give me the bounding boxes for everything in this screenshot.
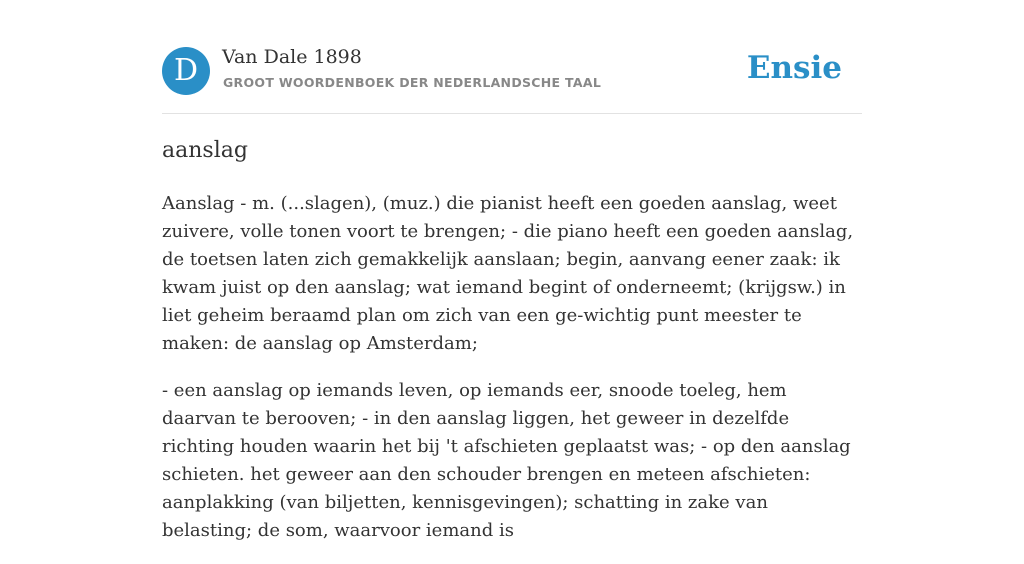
brand-logo[interactable]: Ensie <box>746 50 842 86</box>
source-avatar[interactable]: D <box>162 47 210 95</box>
source-subtitle: GROOT WOORDENBOEK DER NEDERLANDSCHE TAAL <box>223 75 602 90</box>
definition-body <box>162 190 862 564</box>
source-title[interactable]: Van Dale 1898 <box>222 46 362 68</box>
definition-paragraph: Aanslag - m. (...slagen), (muz.) die pianist heeft een goeden aanslag, weet zuivere, volle tonen voort te brengen; - die piano heeft een goeden aanslag, de toetsen laten zich gemakkelijk aanslaan; begin, aanvang eener zaak: ik kwam juist op den aanslag; wat iemand begint of onderneemt; (krijgsw.) in liet geheim beraamd plan om zich van een ge-wichtig punt meester te maken: de aanslag op Amsterdam; <box>162 193 854 354</box>
definition-paragraph: - een aanslag op iemands leven, op iemands eer, snoode toeleg, hem daarvan te berooven; - in den aanslag liggen, het geweer in dezelfde richting houden waarin het bij 't afschieten geplaatst was; - op den aanslag schieten. het geweer aan den schouder brengen en meteen afschieten: aanplakking (van biljetten, kennisgevingen); schatting in zake van belasting; de som, waarvoor iemand is <box>162 380 851 541</box>
source-header <box>162 46 862 96</box>
header-divider <box>162 113 862 114</box>
term-heading: aanslag <box>162 138 248 163</box>
